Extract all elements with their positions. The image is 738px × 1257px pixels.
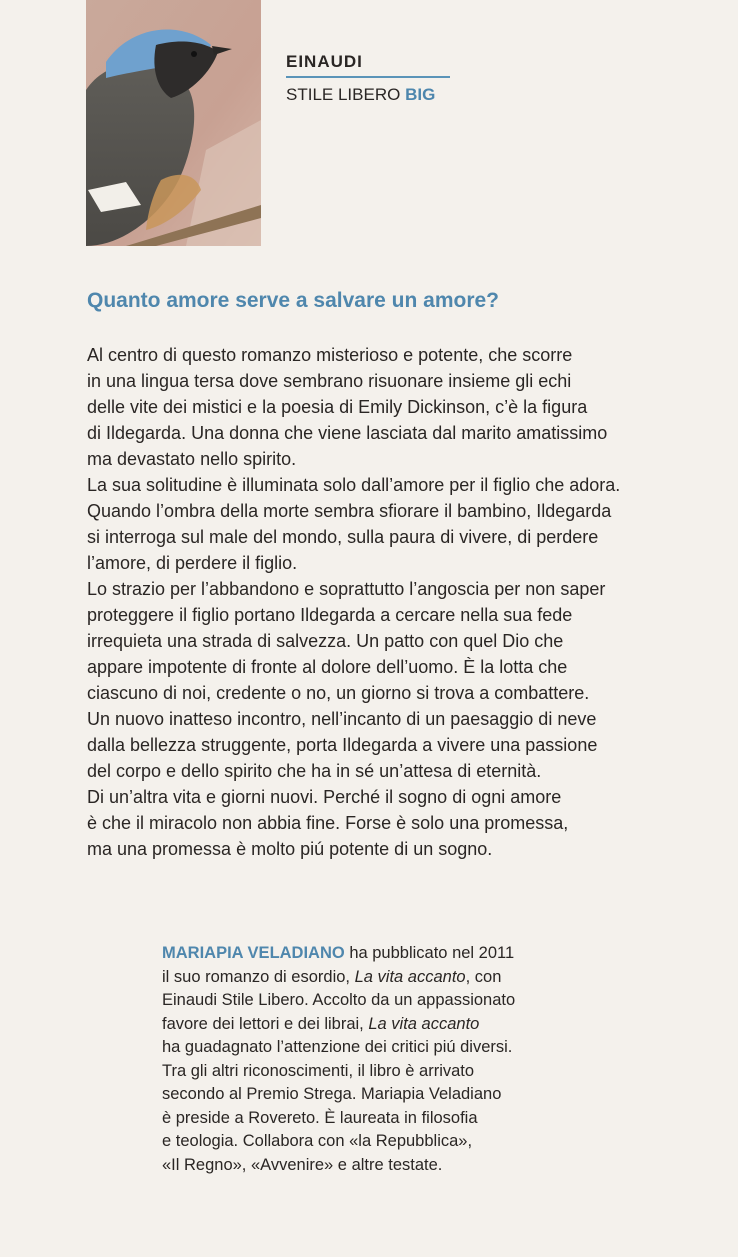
series-name: STILE LIBERO — [286, 85, 401, 104]
bio-line — [162, 966, 582, 990]
bio-line: è preside a Rovereto. È laureata in filosofia — [162, 1108, 478, 1127]
book-title: La vita accanto — [368, 1014, 480, 1033]
bio-line: e teologia. Collabora con «la Repubblica», — [162, 1132, 473, 1150]
bio-line: secondo al Premio Strega. Mariapia Veladiano — [162, 1085, 502, 1103]
synopsis-line: ma una promessa è molto piú potente di un sogno. — [87, 839, 493, 859]
bio-line: Tra gli altri riconoscimenti, il libro è arrivato — [162, 1061, 475, 1080]
synopsis-line: delle vite dei mistici e la poesia di Emily Dickinson, c’è la figura — [87, 397, 588, 417]
series-label — [286, 84, 452, 106]
synopsis-line: ciascuno di noi, credente o no, un giorno si trova a combattere. — [87, 683, 590, 703]
cover-illustration-bird — [86, 0, 261, 246]
headline: Quanto amore serve a salvare un amore? — [87, 289, 500, 312]
synopsis-line: appare impotente di fronte al dolore dell’uomo. È la lotta che — [87, 657, 568, 677]
bio-text: favore dei lettori e dei librai, — [162, 1014, 369, 1033]
bird-eye — [191, 51, 197, 57]
synopsis-line: Quando l’ombra della morte sembra sfiorare il bambino, Ildegarda — [87, 501, 612, 521]
synopsis-line: La sua solitudine è illuminata solo dall’amore per il figlio che adora. — [87, 475, 621, 495]
author-bio — [162, 942, 582, 1177]
synopsis-line: l’amore, di perdere il figlio. — [87, 553, 298, 573]
bio-line: Einaudi Stile Libero. Accolto da un appassionato — [162, 991, 516, 1009]
bio-text: ha pubblicato nel 2011 — [344, 944, 515, 962]
publisher-name: EINAUDI — [286, 52, 363, 71]
bio-line: ha guadagnato l’attenzione dei critici piú diversi. — [162, 1038, 513, 1056]
synopsis-line: Un nuovo inatteso incontro, nell’incanto di un paesaggio di neve — [87, 709, 597, 729]
synopsis-line: si interroga sul male del mondo, sulla paura di vivere, di perdere — [87, 527, 599, 547]
synopsis-line: in una lingua tersa dove sembrano risuonare insieme gli echi — [87, 371, 572, 391]
bio-line — [162, 1013, 582, 1037]
bio-text: , con — [465, 967, 502, 986]
synopsis-line: irrequieta una strada di salvezza. Un patto con quel Dio che — [87, 631, 564, 651]
synopsis-line: dalla bellezza struggente, porta Ildegarda a vivere una passione — [87, 735, 598, 755]
synopsis-line: Al centro di questo romanzo misterioso e potente, che scorre — [87, 345, 573, 365]
synopsis-line: del corpo e dello spirito che ha in sé un’attesa di eternità. — [87, 761, 542, 781]
synopsis-line: è che il miracolo non abbia fine. Forse è solo una promessa, — [87, 813, 569, 833]
synopsis-line: di Ildegarda. Una donna che viene lasciata dal marito amatissimo — [87, 423, 608, 443]
bio-line — [162, 942, 582, 966]
synopsis-line: proteggere il figlio portano Ildegarda a cercare nella sua fede — [87, 605, 573, 625]
synopsis-line: Lo strazio per l’abbandono e soprattutto l’angoscia per non saper — [87, 579, 606, 599]
bird-illustration — [86, 0, 261, 246]
publisher-block — [286, 52, 452, 106]
bio-line: «Il Regno», «Avvenire» e altre testate. — [162, 1155, 443, 1174]
series-accent: BIG — [405, 85, 436, 104]
publisher-divider — [286, 76, 450, 78]
bio-text: il suo romanzo di esordio, — [162, 967, 355, 986]
synopsis-line: Di un’altra vita e giorni nuovi. Perché il sogno di ogni amore — [87, 787, 562, 807]
book-title: La vita accanto — [354, 967, 466, 986]
synopsis-text — [87, 342, 717, 862]
author-name: MARIAPIA VELADIANO — [162, 944, 345, 962]
synopsis-line: ma devastato nello spirito. — [87, 449, 297, 469]
